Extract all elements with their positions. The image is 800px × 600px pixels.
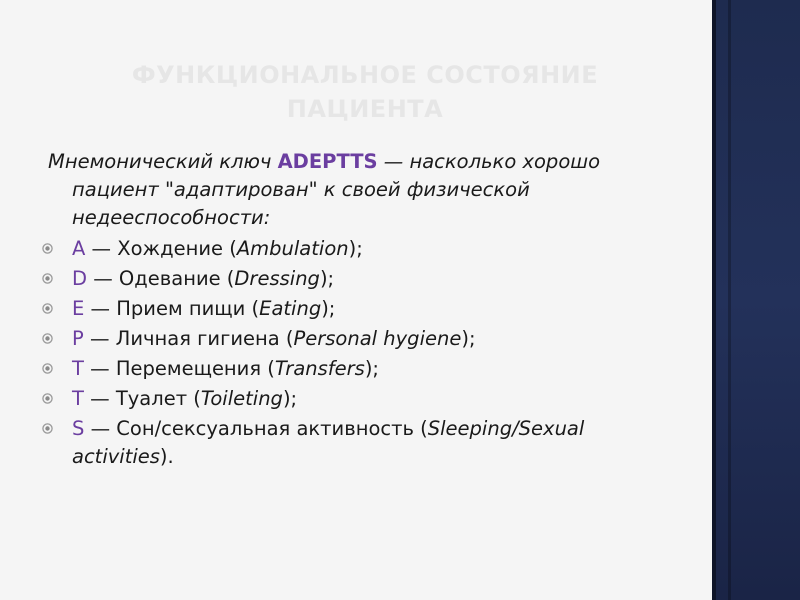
item-letter: S xyxy=(72,417,85,440)
item-end: ); xyxy=(282,387,298,410)
item-english: Transfers xyxy=(274,357,365,380)
item-separator: — xyxy=(83,387,116,410)
item-separator: — xyxy=(84,417,117,440)
item-letter: T xyxy=(72,357,84,380)
side-panel-edge xyxy=(712,0,716,600)
item-russian: Туалет ( xyxy=(115,387,201,410)
target-bullet-icon xyxy=(42,363,53,374)
item-russian: Одевание ( xyxy=(118,267,235,290)
slide-title-line-1: ФУНКЦИОНАЛЬНОЕ СОСТОЯНИЕ xyxy=(131,61,599,89)
item-letter: E xyxy=(72,297,85,320)
item-separator: — xyxy=(87,267,119,290)
target-bullet-icon xyxy=(42,333,53,344)
slide-content xyxy=(40,148,680,473)
item-end: ); xyxy=(319,267,335,290)
list-item xyxy=(40,295,680,323)
item-russian: Хождение ( xyxy=(117,237,237,260)
item-separator: — xyxy=(83,357,116,380)
item-end: ); xyxy=(321,297,336,320)
item-english: Eating xyxy=(259,297,322,320)
item-english: Toileting xyxy=(200,387,283,410)
intro-prefix: Мнемонический ключ xyxy=(48,150,278,173)
item-letter: T xyxy=(72,387,84,410)
list-item xyxy=(40,385,680,413)
target-bullet-icon xyxy=(42,243,53,254)
mnemonic-key: ADEPTTS xyxy=(277,150,378,173)
item-letter: P xyxy=(72,327,84,350)
list-item xyxy=(40,415,680,471)
item-russian: Личная гигиена ( xyxy=(115,327,294,350)
item-end: ); xyxy=(461,327,476,350)
item-english: Dressing xyxy=(234,267,320,290)
list-item xyxy=(40,235,680,263)
item-russian: Перемещения ( xyxy=(115,357,275,380)
item-letter: A xyxy=(72,237,86,260)
target-bullet-icon xyxy=(42,303,53,314)
item-english: Sleeping/Sexual activities xyxy=(72,417,585,468)
intro-suffix: — насколько хорошо пациент "адаптирован" к своей физической недееспособности: xyxy=(72,150,601,229)
item-separator: — xyxy=(85,237,118,260)
target-bullet-icon xyxy=(42,393,53,404)
target-bullet-icon xyxy=(42,423,53,434)
item-end: ); xyxy=(364,357,380,380)
list-item xyxy=(40,355,680,383)
intro-paragraph xyxy=(40,148,680,232)
item-english: Ambulation xyxy=(236,237,349,260)
adeptts-list xyxy=(40,235,680,471)
list-item xyxy=(40,325,680,353)
list-item xyxy=(40,265,680,293)
item-russian: Сон/сексуальная активность ( xyxy=(116,417,428,440)
slide-title-line-2: ПАЦИЕНТА xyxy=(286,95,444,123)
item-end: ). xyxy=(159,445,174,468)
item-english: Personal hygiene xyxy=(293,327,462,350)
target-bullet-icon xyxy=(42,273,53,284)
slide-title xyxy=(60,58,670,126)
side-panel-stripe xyxy=(728,0,731,600)
side-panel xyxy=(712,0,800,600)
item-letter: D xyxy=(72,267,88,290)
item-end: ); xyxy=(348,237,363,260)
item-separator: — xyxy=(84,297,117,320)
item-russian: Прием пищи ( xyxy=(116,297,260,320)
item-separator: — xyxy=(83,327,116,350)
